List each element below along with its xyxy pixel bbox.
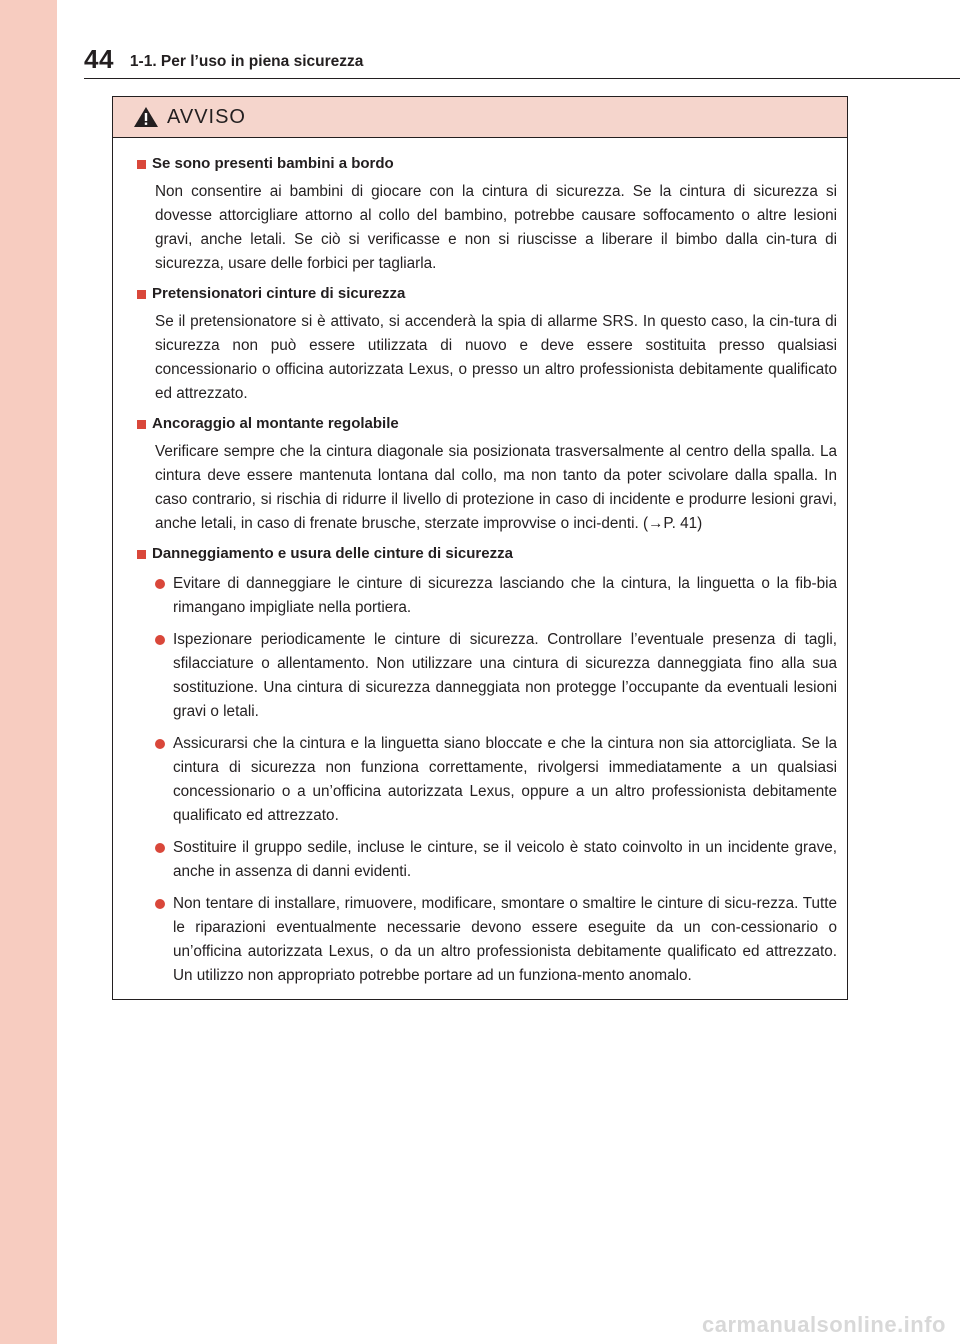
- warning-box: [112, 96, 848, 1000]
- list-item: [155, 836, 837, 884]
- list-item: [155, 572, 837, 620]
- topic-text: Verificare sempre che la cintura diagonale sia posizionata trasversalmente al centro della spalla. La cintura deve essere mantenuta lontana dal collo, ma non tanto da poter scivolare dalla spalla. In caso contrario, si rischia di ridurre il livello di protezione in caso di incidente e produrre lesioni gravi, anche letali, in caso di frenate brusche, sterzate improvvise o inci-denti. (→P. 41): [155, 443, 837, 532]
- topic-heading: Ancoraggio al montante regolabile: [152, 415, 399, 432]
- square-bullet-icon: [137, 550, 146, 559]
- warning-title: AVVISO: [167, 105, 246, 128]
- list-item: [155, 892, 837, 988]
- square-bullet-icon: [137, 290, 146, 299]
- topic-text: Non consentire ai bambini di giocare con la cintura di sicurezza. Se la cintura di sicurezza si dovesse attorcigliare attorno al collo del bambino, potrebbe causare soffocamento o altre lesioni gravi, anche letali. Se ciò si verificasse e non si riuscisse a liberare il bimbo dalla cin-tura di sicurezza, usare delle forbici per tagliarla.: [155, 183, 837, 272]
- side-strip: [0, 0, 57, 1344]
- topic-adjustable-anchor: [137, 412, 837, 536]
- section-title: 1-1. Per l’uso in piena sicurezza: [129, 53, 364, 70]
- round-bullet-icon: [155, 579, 165, 589]
- round-bullet-icon: [155, 739, 165, 749]
- page-number: 44: [84, 44, 114, 74]
- round-bullet-icon: [155, 635, 165, 645]
- topic-pretensioners: [137, 282, 837, 406]
- header-rule: [84, 78, 960, 79]
- list-item-text: Ispezionare periodicamente le cinture di sicurezza. Controllare l’eventuale presenza di tagli, sfilacciature o allentamento. Non utilizzare una cintura di sicurezza danneggiata fino alla sua sostituzione. Una cintura di sicurezza danneggiata non protegge l’occupante da eventuali lesioni gravi o letali.: [173, 631, 837, 720]
- warning-header: [113, 97, 847, 138]
- topic-damage-wear: [137, 542, 837, 988]
- square-bullet-icon: [137, 420, 146, 429]
- square-bullet-icon: [137, 160, 146, 169]
- list-item-text: Evitare di danneggiare le cinture di sicurezza lasciando che la cintura, la linguetta o la fib-bia rimangano impigliate nella portiera.: [173, 575, 837, 616]
- list-item-text: Assicurarsi che la cintura e la linguetta siano bloccate e che la cintura non sia attorcigliata. Se la cintura di sicurezza non funziona correttamente, rivolgersi immediatamente a un qualsiasi concessionario o a un’officina autorizzata Lexus, oppure a un altro professionista debitamente qualificato ed attrezzato.: [173, 735, 837, 824]
- list-item-text: Non tentare di installare, rimuovere, modificare, smontare o smaltire le cinture di sicu-rezza. Tutte le riparazioni eventualmente necessarie devono essere eseguite da un con-cessionario o un’officina autorizzata Lexus, o da un altro professionista debitamente qualificato ed attrezzato. Un utilizzo non appropriato potrebbe portare ad un funziona-mento anomalo.: [173, 895, 837, 984]
- topic-heading: Se sono presenti bambini a bordo: [152, 155, 394, 172]
- topic-text: Se il pretensionatore si è attivato, si accenderà la spia di allarme SRS. In questo caso, la cin-tura di sicurezza non può essere utilizzata di nuovo e deve essere sostituita presso qualsiasi concessionario o officina autorizzata Lexus, o presso un altro professionista debitamente qualificato ed attrezzato.: [155, 313, 837, 402]
- topic-heading: Pretensionatori cinture di sicurezza: [152, 285, 406, 302]
- warning-content: [113, 138, 847, 988]
- round-bullet-icon: [155, 899, 165, 909]
- list-item: [155, 628, 837, 724]
- topic-children-on-board: [137, 152, 837, 276]
- list-item: [155, 732, 837, 828]
- round-bullet-icon: [155, 843, 165, 853]
- list-item-text: Sostituire il gruppo sedile, incluse le cinture, se il veicolo è stato coinvolto in un incidente grave, anche in assenza di danni evidenti.: [173, 839, 837, 880]
- topic-heading: Danneggiamento e usura delle cinture di sicurezza: [152, 545, 513, 562]
- watermark: carmanualsonline.info: [702, 1312, 946, 1337]
- warning-triangle-icon: [133, 106, 159, 128]
